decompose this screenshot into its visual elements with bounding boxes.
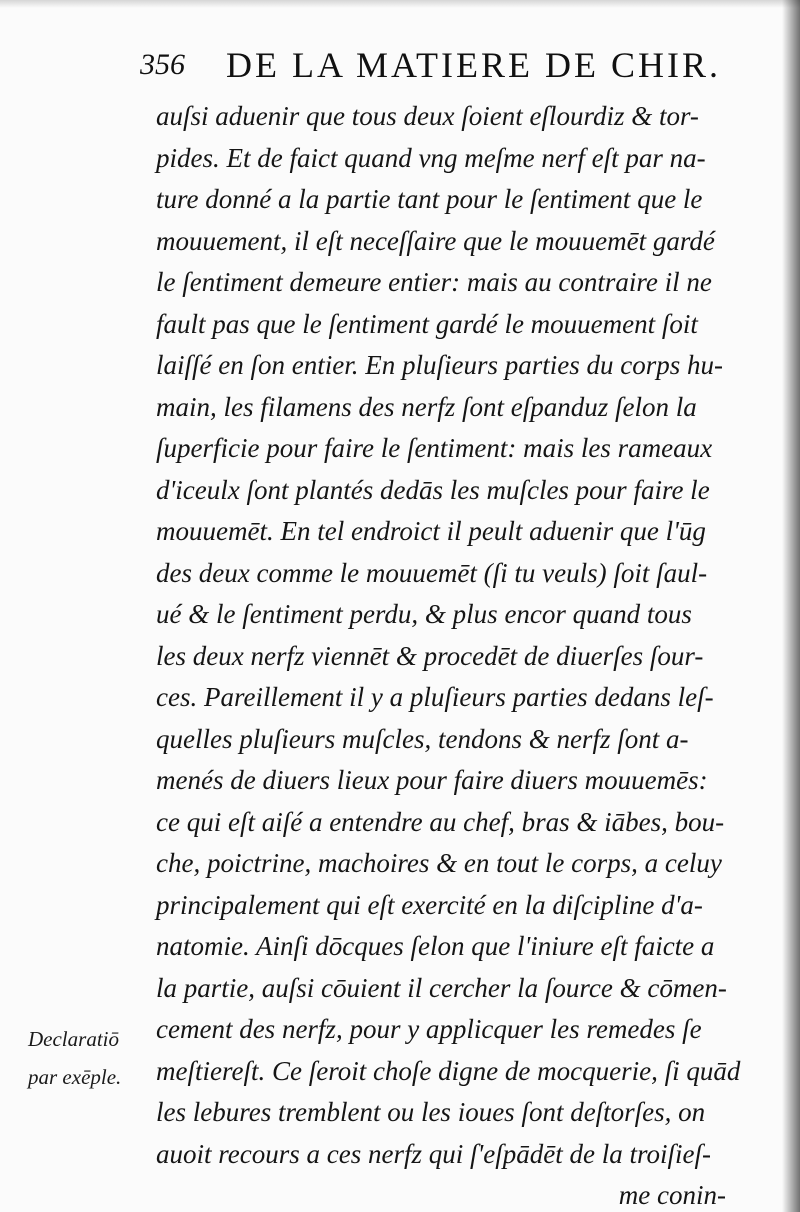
text-line: la partie, auſsi cōuient il cercher la ſource & cōmen- xyxy=(156,972,727,1003)
text-line: ué & le ſentiment perdu, & plus encor quand tous xyxy=(156,599,692,629)
text-line: mouuement, il eſt neceſſaire que le mouuemēt gardé xyxy=(156,225,715,256)
text-line: fault pas que le ſentiment gardé le mouuement ſoit xyxy=(156,308,698,339)
text-line: d'iceulx ſont plantés dedās les muſcles pour faire le xyxy=(156,474,710,505)
text-line: natomie. Ainſi dōcques ſelon que l'iniure eſt faicte a xyxy=(156,931,715,961)
text-line: le ſentiment demeure entier: mais au contraire il ne xyxy=(156,267,712,297)
text-line: principalement qui eſt exercité en la diſcipline d'a- xyxy=(156,889,703,920)
text-line: auoit recours a ces nerfz qui ſ'eſpādēt de la troiſieſ- xyxy=(156,1138,711,1169)
text-line: les lebures tremblent ou les ioues ſont deſtorſes, on xyxy=(156,1097,706,1127)
text-line: ture donné a la partie tant pour le ſentiment que le xyxy=(156,184,703,214)
page-number: 356 xyxy=(140,48,185,81)
body-text xyxy=(156,96,756,1212)
text-line: che, poictrine, machoires & en tout le corps, a celuy xyxy=(156,848,722,878)
running-title: DE LA MATIERE DE CHIR. xyxy=(226,45,721,85)
text-line: les deux nerfz viennēt & procedēt de diuerſes ſour- xyxy=(156,640,704,671)
text-line: ce qui eſt aiſé a entendre au chef, bras & iābes, bou- xyxy=(156,806,725,837)
page-top-shadow xyxy=(0,0,800,8)
text-line: main, les filamens des nerfz ſont eſpanduz ſelon la xyxy=(156,391,697,422)
margin-note-line: Declaratiō xyxy=(28,1027,119,1051)
margin-note-line: par exēple. xyxy=(28,1065,122,1089)
catchword: me conin- xyxy=(618,1180,726,1210)
text-line: laiſſé en ſon entier. En pluſieurs parties du corps hu- xyxy=(156,350,723,380)
text-line: mouuemēt. En tel endroict il peult aduenir que l'ūg xyxy=(156,516,706,546)
text-line: pides. Et de faict quand vng meſme nerf eſt par na- xyxy=(156,142,706,173)
text-line: des deux comme le mouuemēt (ſi tu veuls) ſoit ſaul- xyxy=(156,557,708,588)
margin-note xyxy=(28,1020,156,1096)
text-line: ces. Pareillement il y a pluſieurs parties dedans leſ- xyxy=(156,682,714,712)
text-line: quelles pluſieurs muſcles, tendons & nerfz ſont a- xyxy=(156,723,689,754)
page-header xyxy=(140,42,752,92)
text-line: meſtiereſt. Ce ſeroit choſe digne de mocquerie, ſi quād xyxy=(156,1055,741,1086)
text-line: cement des nerfz, pour y applicquer les remedes ſe xyxy=(156,1014,702,1044)
text-line: auſsi aduenir que tous deux ſoient eſlourdiz & tor- xyxy=(156,101,699,131)
text-line: menés de diuers lieux pour faire diuers mouuemēs: xyxy=(156,765,708,795)
text-line: ſuperficie pour faire le ſentiment: mais les rameaux xyxy=(156,433,713,463)
page-edge-shadow xyxy=(782,0,800,1212)
